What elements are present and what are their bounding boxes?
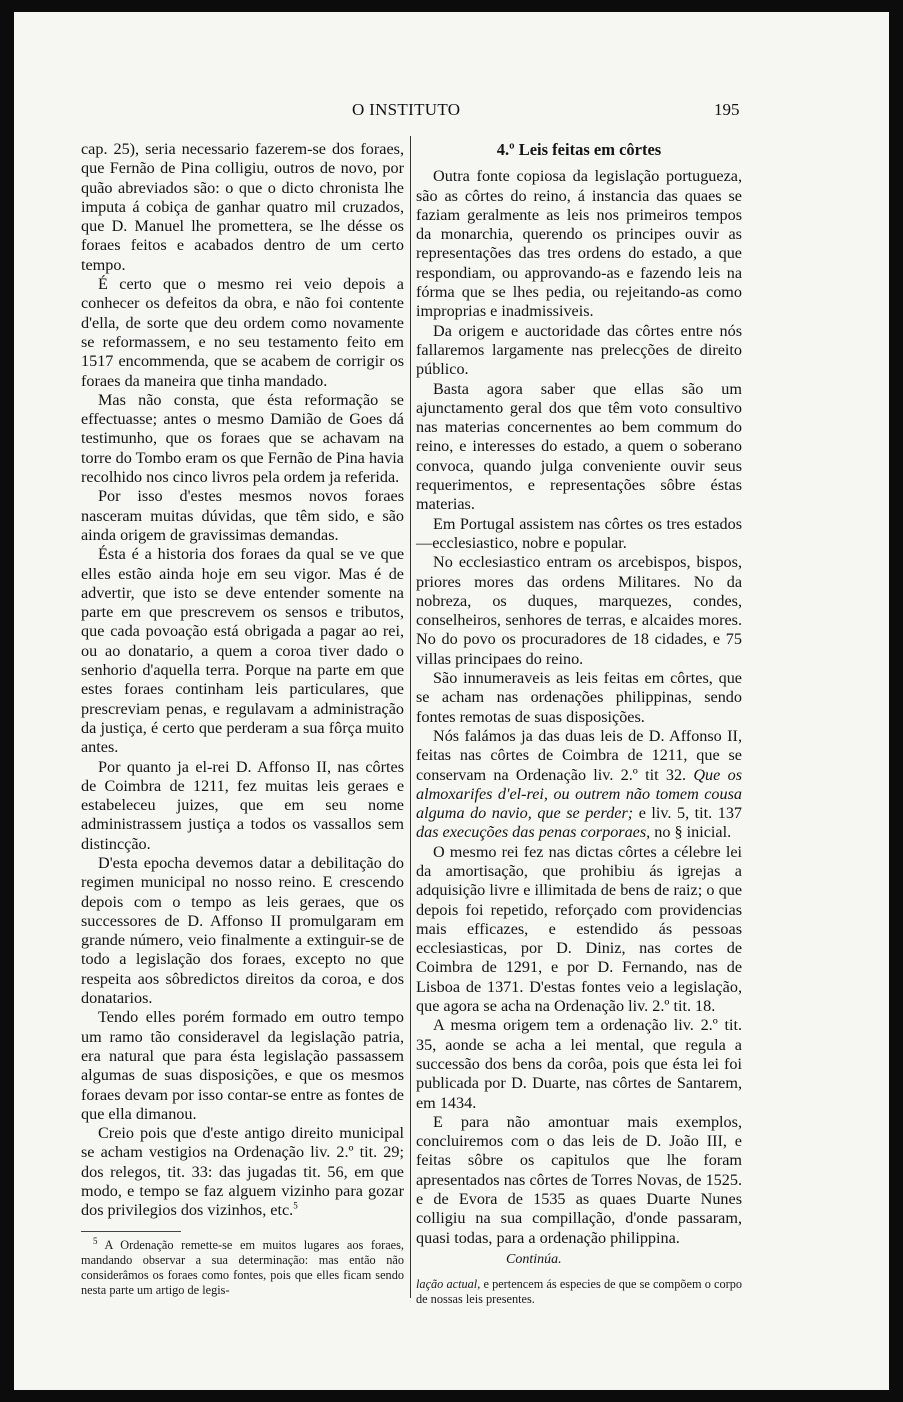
right-column	[416, 140, 742, 1307]
right-paragraph-5: No ecclesiastico entram os arcebispos, bispos, priores mores das ordens Militares. No da nobreza, os duques, marquezes, condes, conselheiros, senhores de terras, e alcaides mores. No do povo os procuradores de 18 cidades, e 75 villas principaes do reino.	[416, 553, 742, 668]
footnote	[81, 1235, 404, 1298]
right-paragraph-4: Em Portugal assistem nas côrtes os tres estados—ecclesiastico, nobre e popular.	[416, 514, 742, 552]
left-paragraph-9-text: Creio pois que d'este antigo direito municipal se acham vestigios na Ordenação liv. 2.º tit. 29; dos relegos, tit. 33: das jugadas tit. 56, em que modo, e tempo se faz alguem vizinho para gozar dos privilegios dos vizinhos, etc.	[81, 1124, 404, 1220]
footnote-continuation	[416, 1277, 742, 1307]
left-paragraph-9	[81, 1124, 404, 1220]
right-paragraph-7-part-3: no § inicial.	[650, 823, 732, 842]
left-paragraph-2: É certo que o mesmo rei veio depois a conhecer os defeitos da obra, e não foi contente d'ella, de sorte que deu ordem como novamente se reformassem, e no seu testamento feito em 1517 encommenda, que se acabem de corrigir os foraes da maneira que tinha mandado.	[81, 275, 404, 390]
right-paragraph-7-italic-1: Que os almoxarifes d'el-rei, ou outrem não tomem cousa alguma do navio, que se perder;	[416, 765, 742, 823]
running-title: O INSTITUTO	[352, 100, 461, 119]
left-paragraph-4: Por isso d'estes mesmos novos foraes nasceram muitas dúvidas, que têm sido, e são ainda origem de gravissimas demandas.	[81, 487, 404, 544]
footnote-number: 5	[93, 1235, 98, 1246]
left-paragraph-1: cap. 25), seria necessario fazerem-se dos foraes, que Fernão de Pina colligiu, outros de novo, por quão abreviados são: o que o dicto chronista lhe imputa á cobiça de ganhar quatro mil cruzados, que D. Manuel lhe promettera, se lhe désse os foraes feitos e acabados dentro de um certo tempo.	[81, 140, 404, 274]
right-paragraph-8: O mesmo rei fez nas dictas côrtes a célebre lei da amortisação, que prohibiu ás igrejas a adquisição livre e illimitada de bens de raiz; o que depois foi repetido, reforçado com providencias mais efficazes, e estendido ás pessoas ecclesiasticas, por D. Diniz, nas cortes de Coimbra de 1291, e por D. Fernando, nas de Lisboa de 1371. D'estas fontes veio a legislação, que agora se acha na Ordenação liv. 2.º tit. 18.	[416, 842, 742, 1016]
footnote-text: A Ordenação remette-se em muitos lugares aos foraes, mandando observar a sua determinação: mas então não considerâmos os foraes como fontes, pois que elles ficam sendo nesta parte um artigo de legis-	[81, 1237, 404, 1297]
right-paragraph-9: A mesma origem tem a ordenação liv. 2.º tit. 35, aonde se acha a lei mental, que regula a successão dos bens da corôa, pois que ésta lei foi publicada por D. Duarte, nas côrtes de Santarem, em 1434.	[416, 1016, 742, 1112]
footnote-rule	[81, 1231, 181, 1232]
running-header	[14, 100, 889, 124]
page	[14, 12, 889, 1390]
left-paragraph-3: Mas não consta, que ésta reformação se effectuasse; antes o mesmo Damião de Goes dá testimunho, que os foraes que se achavam na torre do Tombo eram os que Fernão de Pina havia recolhido nos cinco livros pela ordem ja referida.	[81, 390, 404, 487]
left-paragraph-8: Tendo elles porém formado em outro tempo um ramo tão consideravel da legislação patria, era natural que para ésta legislação passassem algumas de suas disposições, e que os mesmos foraes devam por isso contar-se entre as fontes de que ella dimanou.	[81, 1008, 404, 1123]
right-paragraph-7-italic-2: das execuções das penas corporaes,	[416, 823, 651, 842]
right-paragraph-7-part-2: e liv. 5, tit. 137	[633, 804, 743, 823]
footnote-marker: 5	[293, 1200, 298, 1211]
left-paragraph-5: Ésta é a historia dos foraes da qual se ve que elles estão ainda hoje em seu vigor. Mas é de advertir, que isto se deve entender somente na parte em que prescrevem os sensos e tributos, que cada povoação está obrigada a pagar ao rei, ou ao donatario, a quem a coroa tiver dado o senhorio d'aquella terra. Porque na parte em que estes foraes continham leis particulares, que prescreviam penas, e regulavam a administração da justiça, é certo que perderam a sua fôrça muito antes.	[81, 545, 404, 757]
right-paragraph-10: E para não amontuar mais exemplos, concluiremos com o das leis de D. João III, e feitas sôbre os capitulos que lhe foram apresentados nas côrtes de Torres Novas, de 1525. e de Evora de 1535 as quaes Duarte Nunes colligiu na sua compillação, d'onde passaram, quasi todas, para a ordenação philippina.	[416, 1112, 742, 1247]
section-heading: 4.º Leis feitas em côrtes	[496, 140, 662, 159]
footnote-continuation-italic: lação actual,	[416, 1277, 481, 1292]
left-paragraph-6: Por quanto ja el-rei D. Affonso II, nas côrtes de Coimbra de 1211, fez muitas leis geraes e estabeleceu juizes, que em seu nome administrassem justiça a todos os vassallos sem distincção.	[81, 757, 404, 853]
footnote-continuation-text: e pertencem ás especies de que se compõem o corpo de nossas leis presentes.	[416, 1277, 742, 1307]
page-number: 195	[714, 100, 740, 119]
right-paragraph-2: Da origem e auctoridade das côrtes entre nós fallaremos largamente nas prelecções de direito público.	[416, 321, 742, 379]
right-paragraph-7	[416, 727, 742, 843]
right-paragraph-1: Outra fonte copiosa da legislação portugueza, são as côrtes do reino, á instancia das quaes se faziam geralmente as leis nos primeiros tempos da monarchia, querendo os principes ouvir as representações das tres ordens do estado, a que respondiam, ou approvando-as e fazendo leis na fórma que se lhes pedia, ou rejeitando-as como improprias e inadmissiveis.	[416, 167, 742, 321]
right-paragraph-6: São innumeraveis as leis feitas em côrtes, que se acham nas ordenações philippinas, sendo fontes remotas de suas disposições.	[416, 669, 742, 726]
left-paragraph-7: D'esta epocha devemos datar a debilitação do regimen municipal no nosso reino. E crescendo depois com o tempo as leis geraes, que os successores de D. Affonso II promulgaram em grande número, veio finalmente a extinguir-se de todo a legislação dos foraes, excepto no que respeita aos sôbredictos direitos da coroa, e dos donatarios.	[81, 853, 404, 1008]
column-divider	[410, 136, 411, 1298]
right-paragraph-3: Basta agora saber que ellas são um ajunctamento geral dos que têm voto consultivo nas materias concernentes ao bem commum do reino, e interesses do estado, a quem o soberano convoca, quando julga conveniente ouvir seus requerimentos, e representações sôbre éstas materias.	[416, 379, 742, 514]
left-column	[81, 140, 404, 1298]
right-paragraph-7-part-1: Nós falámos ja das duas leis de D. Affonso II, feitas nas côrtes de Coimbra de 1211, que se conservam na Ordenação liv. 2.º tit 32.	[416, 726, 742, 784]
continues-mark: Continúa.	[506, 1251, 562, 1267]
